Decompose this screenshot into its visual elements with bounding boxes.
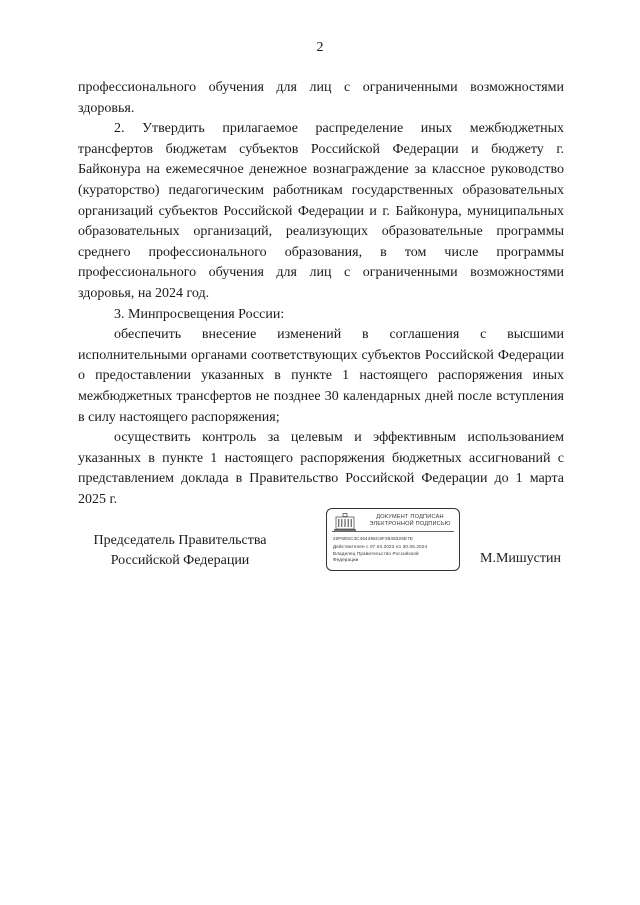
paragraph-item-3-ensure: обеспечить внесение изменений в соглашения с высшими исполнительными органами соответствующих субъектов Российской Федерации о предоставлении указанных в пункте 1 настоящего распоряжения иных межбюджетных трансфертов не позднее 30 календарных дней после вступления в силу настоящего распоряжения; <box>78 327 564 425</box>
stamp-heading-line-2: ЭЛЕКТРОННОЙ ПОДПИСЬЮ <box>369 521 451 527</box>
stamp-owner-line-2: Федерации <box>333 557 359 562</box>
stamp-divider <box>332 531 454 532</box>
electronic-signature-stamp <box>326 508 460 571</box>
document-body <box>78 78 564 510</box>
paragraph-item-3-control: осуществить контроль за целевым и эффективным использованием указанных в пункте 1 настоящего распоряжения бюджетных ассигнований с представлением доклада в Правительство Российской Федерации до 1 марта 2025 г. <box>78 430 564 507</box>
signer-name: М.Мишустин <box>480 551 561 566</box>
stamp-heading <box>365 514 455 528</box>
paragraph-item-3: 3. Минпросвещения России: <box>114 306 285 322</box>
paragraph-item-2: 2. Утвердить прилагаемое распределение иных межбюджетных трансфертов бюджетам субъектов Российской Федерации и бюджету г. Байконура на ежемесячное денежное вознаграждение за классное руководство (кураторство) педагогическим работникам государственных образовательных организаций субъектов Российской Федерации и г. Байконура, муниципальных образовательных организаций, реализующих образовательные программы среднего профессионального образования, в том числе программы профессионального обучения для лиц с ограниченными возможностями здоровья, на 2024 год. <box>78 121 564 301</box>
paragraph-continuation: профессионального обучения для лиц с ограниченными возможностями здоровья. <box>78 80 564 116</box>
signer-title <box>80 531 280 571</box>
signer-title-line-1: Председатель Правительства <box>93 533 267 548</box>
stamp-heading-line-1: ДОКУМЕНТ ПОДПИСАН <box>376 514 444 520</box>
signer-title-line-2: Российской Федерации <box>110 553 250 568</box>
stamp-validity: Действителен с 07.03.2023 по 30.05.2024 <box>333 544 428 549</box>
page-number: 2 <box>316 40 324 55</box>
stamp-certificate: 20F6E5C3C464366C6F3646326E7E <box>333 536 414 541</box>
government-building-icon <box>334 513 356 531</box>
stamp-owner-line-1: Владелец Правительство Российской <box>333 551 419 556</box>
